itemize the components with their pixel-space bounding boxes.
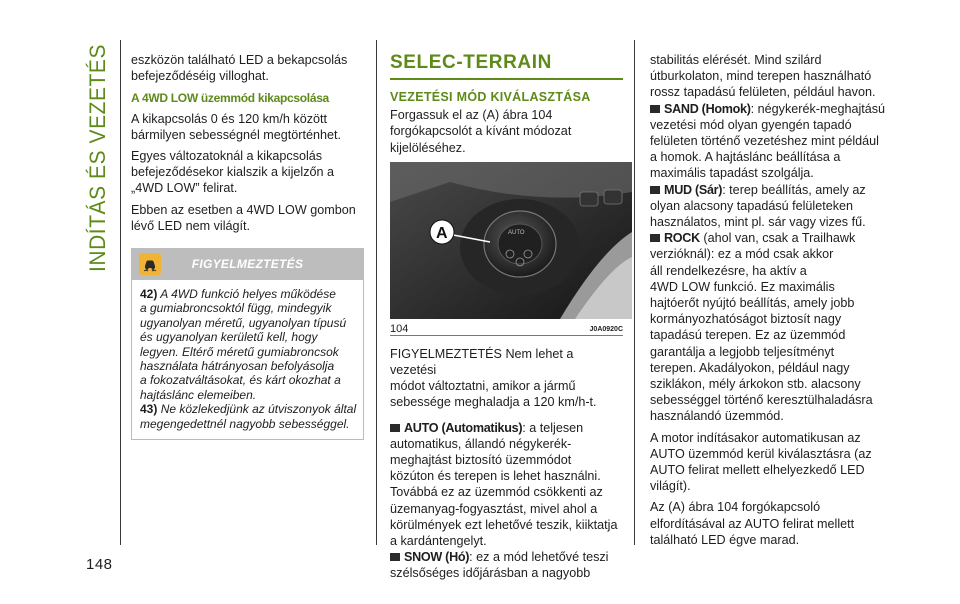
figure-caption (390, 321, 623, 336)
heading-rule (390, 78, 623, 80)
figure-label-a: A (436, 224, 448, 242)
column-divider (120, 40, 121, 545)
subheading-mode-selection: VEZETÉSI MÓD KIVÁLASZTÁSA (390, 90, 591, 104)
figure-code: J0A0920C (589, 325, 623, 333)
warning-title: FIGYELMEZTETÉS (191, 257, 304, 272)
column-2 (390, 52, 623, 587)
bullet-icon (650, 186, 660, 194)
paragraph-led-stays-on: Az (A) ábra 104 forgókapcsoló elfordításával az AUTO felirat mellett található LED égve marad. (650, 500, 855, 547)
figure-104-photo (390, 162, 632, 319)
bullet-icon (390, 424, 400, 432)
column-divider (376, 40, 377, 545)
snow-continuation: stabilitás elérését. Mind szilárd útburkolaton, mind terepen használható rossz tapadású felületen, például havon. SAND (Homok): négykerék-meghajtású vezetési mód olyan gyengén tapadó felületen történő vezetéshez mint például a homok. A hajtáslánc beállítása a maximális tapadást szolgálja. MUD (Sár): terep beállítás, amely az olyan alacsony tapadású felületeken használatos, mint pl. sár vagy vizes fű. ROCK (ahol van, csak a Trailhawk verzióknál): ez a mód csak akkor áll rendelkezésre, ha aktív a 4WD LOW funkció. Ez maximális hajtóerőt nyújtó beállítás, amely jobb kormányozhatóságot biztosít nagy tapadású terepen. Ez az üzemmód garantálja a legjobb teljesítményt terepen. Akadályokon, például nagy sziklákon, mély árkokon stb. alacsony sebességgel történő keresztülhaladásra használandó üzemmód. (650, 53, 886, 424)
warning-item-43: 43) Ne közlekedjünk az útviszonyok által megengedettnél nagyobb sebességgel. (140, 402, 357, 431)
section-heading-selec-terrain: SELEC-TERRAIN (390, 52, 552, 73)
chapter-side-title (78, 40, 114, 275)
bullet-icon (390, 553, 400, 561)
figure-knob-text: AUTO (508, 229, 525, 236)
chapter-title-text: INDÍTÁS ÉS VEZETÉS (85, 40, 110, 272)
paragraph: Ebben az esetben a 4WD LOW gombon lévő LED nem világít. (131, 202, 356, 233)
column-3 (650, 52, 890, 553)
intro-text: eszközön található LED a bekapcsolás befejeződéséig villoghat. (131, 53, 348, 84)
mode-auto-paragraph: AUTO (Automatikus): a teljesen automatikus, állandó négykerék- meghajtást biztosító üzemmódot közúton és terepen is lehet használni. Továbbá ez az üzemmód csökkenti az üzemanyag-fogyasztást, mivel ahol a körülmények ezt lehetővé teszik, kiiktatja a kardántengelyt. SNOW (Hó): ez a mód lehetővé teszi szélsőséges időjárásban a nagyobb (390, 420, 618, 581)
subheading-4wd-low-off: A 4WD LOW üzemmód kikapcsolása (131, 91, 329, 106)
column-divider (634, 40, 635, 545)
warning-header (131, 248, 364, 280)
paragraph: Egyes változatoknál a kikapcsolás befejeződésekor kialszik a kijelzőn a „4WD LOW” felirat. (131, 149, 335, 196)
bullet-icon (650, 234, 660, 242)
figure-number: 104 (390, 322, 409, 335)
warning-box (131, 280, 364, 440)
speed-warning-paragraph: FIGYELMEZTETÉS Nem lehet a vezetési módot változtatni, amikor a jármű sebessége meghaladja a 120 km/h-t. (390, 346, 597, 410)
page-number: 148 (86, 556, 113, 573)
paragraph-auto-default: A motor indításakor automatikusan az AUTO üzemmód kerül kiválasztásra (az AUTO felirat mellett elhelyezkedő LED világít). (650, 430, 872, 494)
column-1 (131, 52, 364, 440)
bullet-icon (650, 105, 660, 113)
intro-text: Forgassuk el az (A) ábra 104 forgókapcsolót a kívánt módozat kijelöléséhez. (390, 108, 572, 155)
paragraph: A kikapcsolás 0 és 120 km/h között bármilyen sebességnél megtörténhet. (131, 111, 342, 142)
warning-item-42: 42) A 4WD funkció helyes működése a gumiabroncsoktól függ, mindegyik ugyanolyan méretű, ugyanolyan típusú és ugyanolyan kerületű kell, hogy legyen. Eltérő méretű gumiabroncsok használata hátrányosan befolyásolja a fokozatváltásokat, és kárt okozhat a hajtáslánc elemeiben. (140, 287, 347, 402)
